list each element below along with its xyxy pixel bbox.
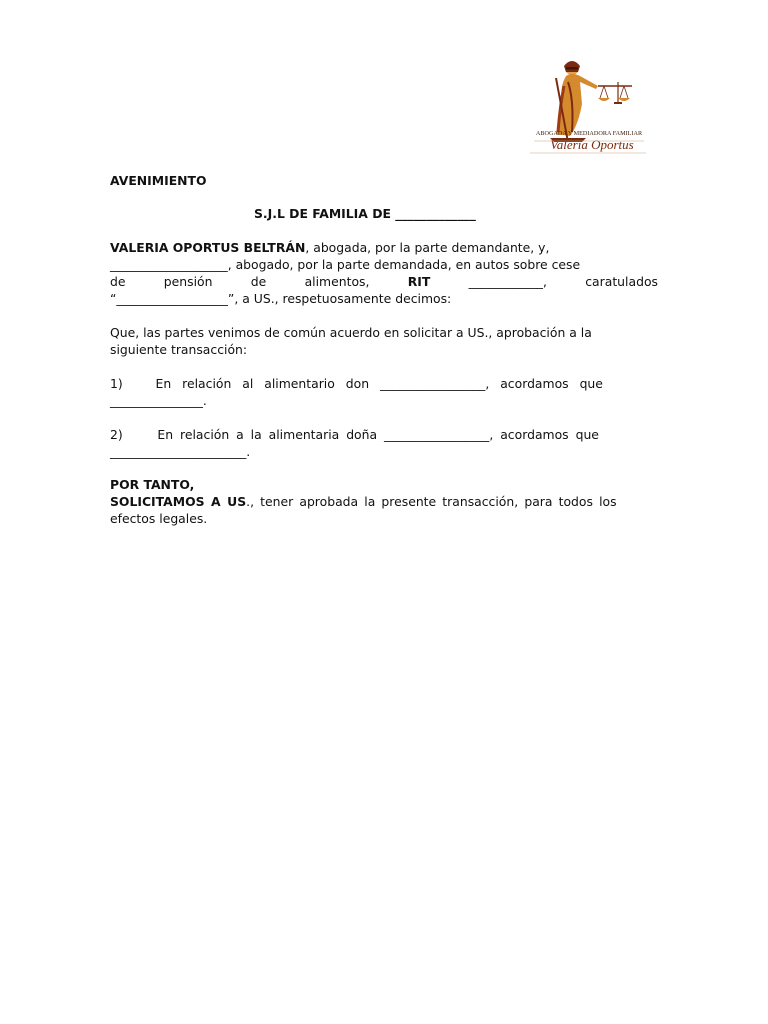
paragraph-line: efectos legales.	[110, 511, 208, 526]
paragraph-line: Que, las partes venimos de común acuerdo en solicitar a US., aprobación a la	[110, 325, 592, 340]
closing-heading: POR TANTO,	[110, 477, 195, 492]
law-firm-logo	[520, 42, 658, 168]
document-heading: AVENIMIENTO	[110, 173, 207, 188]
paragraph-line: _______________.	[110, 393, 207, 408]
paragraph-line: SOLICITAMOS A US., tener aprobada la presente transacción, para todos los	[110, 494, 617, 509]
paragraph-line	[110, 239, 658, 256]
paragraph-line: ___________________, abogado, por la parte demandada, en autos sobre cese	[110, 257, 581, 272]
request-paragraph	[110, 324, 658, 358]
rit-label: RIT	[407, 274, 431, 289]
parties-paragraph	[110, 239, 658, 307]
attorney-name: VALERIA OPORTUS BELTRÁN	[110, 240, 306, 255]
paragraph-line: ______________________.	[110, 444, 251, 459]
lady-justice-logo-icon	[520, 42, 658, 168]
agreement-item-1	[110, 375, 658, 409]
closing-section	[110, 476, 658, 527]
request-bold-text: SOLICITAMOS A US	[110, 494, 247, 509]
agreement-item-2	[110, 426, 658, 460]
paragraph-line: siguiente transacción:	[110, 342, 248, 357]
paragraph-text: , abogada, por la parte demandante, y,	[305, 240, 550, 255]
svg-text:ABOGADA Y MEDIADORA FAMILIAR: ABOGADA Y MEDIADORA FAMILIAR	[535, 130, 643, 137]
svg-text:Valeria Oportus: Valeria Oportus	[550, 137, 634, 152]
paragraph-line: 1) En relación al alimentario don _________________, acordamos que	[110, 376, 603, 391]
paragraph-line: de pensión de alimentos, RIT ____________, caratulados	[110, 274, 658, 289]
paragraph-line: “__________________”, a US., respetuosamente decimos:	[110, 291, 452, 306]
court-line: S.J.L DE FAMILIA DE _____________	[254, 206, 476, 221]
paragraph-line: 2) En relación a la alimentaria doña _________________, acordamos que	[110, 427, 599, 442]
